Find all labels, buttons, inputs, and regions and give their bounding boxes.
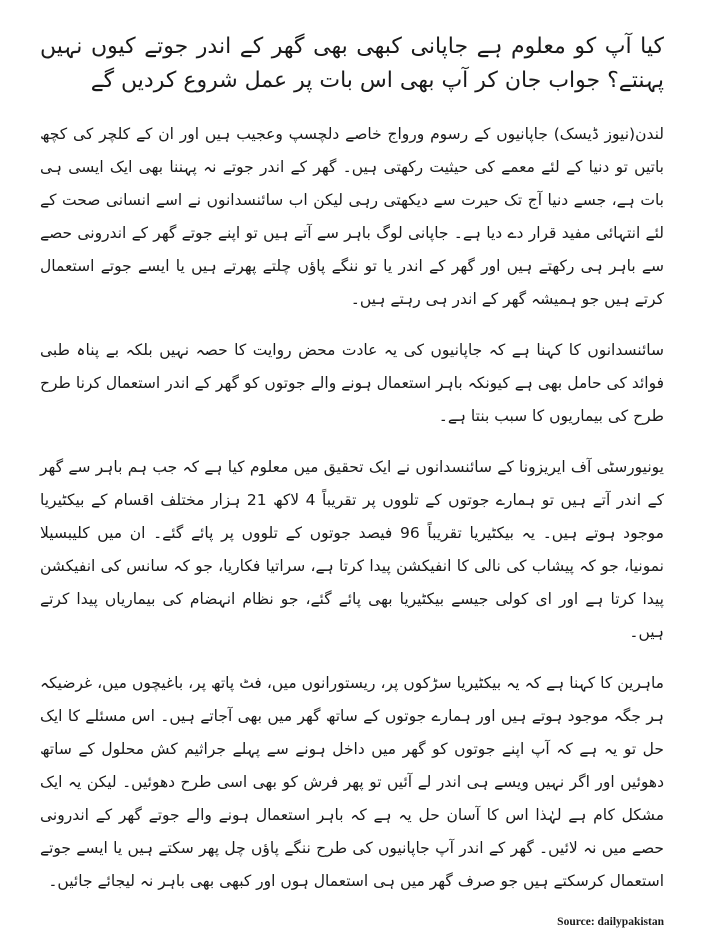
article-paragraph: لندن(نیوز ڈیسک) جاپانیوں کے رسوم ورواج خاصے دلچسپ وعجیب ہیں اور ان کے کلچر کی کچھ باتیں تو دنیا کے لئے معمے کی حیثیت رکھتی ہیں۔ گھر کے اندر جوتے نہ پہننا بھی ایک ایسی ہی بات ہے، جسے دنیا آج تک حیرت سے دیکھتی رہی لیکن اب سائنسدانوں نے اسے انسانی صحت کے لئے انتہائی مفید قرار دے دیا ہے۔ جاپانی لوگ باہر سے آتے ہیں تو اپنے جوتے گھر کے اندرونی حصے سے باہر ہی رکھتے ہیں اور گھر کے اندر یا تو ننگے پاؤں چلتے پھرتے ہیں یا ایسے جوتے استعمال کرتے ہیں جو ہمیشہ گھر کے اندر ہی رہتے ہیں۔ bbox=[40, 125, 664, 308]
article-paragraph: سائنسدانوں کا کہنا ہے کہ جاپانیوں کی یہ عادت محض روایت کا حصہ نہیں بلکہ بے پناہ طبی فوائد کی حامل بھی ہے کیونکہ باہر استعمال ہونے والے جوتوں کو گھر کے اندر استعمال کرنا طرح طرح کی بیماریوں کا سبب بنتا ہے۔ bbox=[40, 341, 664, 425]
article-paragraph: یونیورسٹی آف ایریزونا کے سائنسدانوں نے ایک تحقیق میں معلوم کیا ہے کہ جب ہم باہر سے گھر کے اندر آتے ہیں تو ہمارے جوتوں کے تلووں پر تقریباً 4 لاکھ 21 ہزار مختلف اقسام کے بیکٹیریا موجود ہوتے ہیں۔ یہ بیکٹیریا تقریباً 96 فیصد جوتوں کے تلووں پر پائے گئے۔ ان میں کلیبسیلا نمونیا، جو کہ پیشاب کی نالی کا انفیکشن پیدا کرتا ہے، سراتیا فکاریا، جو کہ سانس کی انفیکشن پیدا کرتا ہے اور ای کولی جیسے بیکٹیریا بھی پائے گئے، جو نظام انہضام کی بیماریاں پیدا کرتے ہیں۔ bbox=[40, 458, 664, 641]
article-paragraph: ماہرین کا کہنا ہے کہ یہ بیکٹیریا سڑکوں پر، ریستورانوں میں، فٹ پاتھ پر، باغیچوں میں، غرضیکہ ہر جگہ موجود ہوتے ہیں اور ہمارے جوتوں کے ساتھ گھر میں بھی آجاتے ہیں۔ اس مسئلے کا ایک حل تو یہ ہے کہ آپ اپنے جوتوں کو گھر میں داخل ہونے سے پہلے جراثیم کش محلول کے ساتھ دھوئیں اور اگر نہیں ویسے ہی اندر لے آئیں تو پھر فرش کو بھی اسی طرح دھوئیں۔ لیکن یہ ایک مشکل کام ہے لہٰذا اس کا آسان حل یہ ہے کہ باہر استعمال ہونے والے جوتے گھر کے اندرونی حصے میں نہ لائیں۔ گھر کے اندر آپ جاپانیوں کی طرح ننگے پاؤں چل پھر سکتے ہیں یا ایسے جوتے استعمال کرسکتے ہیں جو صرف گھر میں ہی استعمال ہوں اور کبھی بھی باہر نہ لیجائے جائیں۔ bbox=[40, 674, 664, 890]
source-credit: Source: dailypakistan bbox=[557, 916, 664, 928]
article-title: کیا آپ کو معلوم ہے جاپانی کبھی بھی گھر کے اندر جوتے کیوں نہیں پہنتے؟ جواب جان کر آپ بھی اس بات پر عمل شروع کردیں گے bbox=[40, 34, 664, 93]
